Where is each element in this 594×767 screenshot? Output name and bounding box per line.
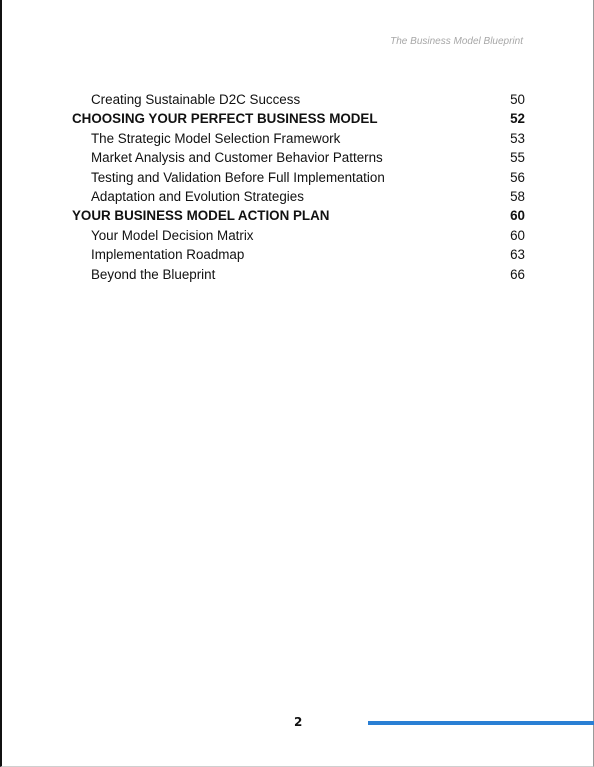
- toc-entry[interactable]: [72, 265, 525, 284]
- toc-entry-title: Creating Sustainable D2C Success: [91, 92, 301, 107]
- footer-accent-bar: [368, 721, 594, 725]
- toc-entry[interactable]: [72, 148, 525, 167]
- toc-entry[interactable]: [72, 129, 525, 148]
- table-of-contents: [72, 90, 525, 284]
- toc-chapter-title: YOUR BUSINESS MODEL ACTION PLAN: [72, 208, 330, 224]
- toc-entry-page: 53: [510, 130, 525, 146]
- toc-entry-page: 63: [510, 247, 525, 263]
- toc-entry-title: Testing and Validation Before Full Implementation: [91, 169, 385, 185]
- toc-chapter-entry[interactable]: [72, 109, 525, 128]
- toc-entry-title: Beyond the Blueprint: [91, 266, 216, 282]
- toc-entry-page: 66: [510, 266, 525, 282]
- page-number: 2: [294, 715, 303, 729]
- toc-entry-title: Market Analysis and Customer Behavior Patterns: [91, 150, 383, 166]
- running-header: The Business Model Blueprint: [390, 36, 523, 47]
- toc-chapter-page: 60: [510, 208, 525, 224]
- toc-entry-page: 58: [510, 188, 525, 204]
- toc-entry-title: The Strategic Model Selection Framework: [91, 130, 341, 146]
- toc-entry-page: 60: [510, 227, 525, 243]
- toc-entry[interactable]: [72, 226, 525, 245]
- toc-entry-page: 50: [510, 92, 525, 107]
- toc-entry-title: Implementation Roadmap: [91, 247, 245, 263]
- toc-entry-page: 56: [510, 169, 525, 185]
- toc-chapter-title: CHOOSING YOUR PERFECT BUSINESS MODEL: [72, 111, 378, 127]
- toc-chapter-entry[interactable]: [72, 206, 525, 225]
- toc-chapter-page: 52: [510, 111, 525, 127]
- toc-entry[interactable]: [72, 245, 525, 264]
- toc-entry[interactable]: [72, 90, 525, 109]
- toc-entry[interactable]: [72, 168, 525, 187]
- toc-entry-title: Your Model Decision Matrix: [91, 227, 254, 243]
- toc-entry-page: 55: [510, 150, 525, 166]
- toc-entry[interactable]: [72, 187, 525, 206]
- toc-entry-title: Adaptation and Evolution Strategies: [91, 188, 304, 204]
